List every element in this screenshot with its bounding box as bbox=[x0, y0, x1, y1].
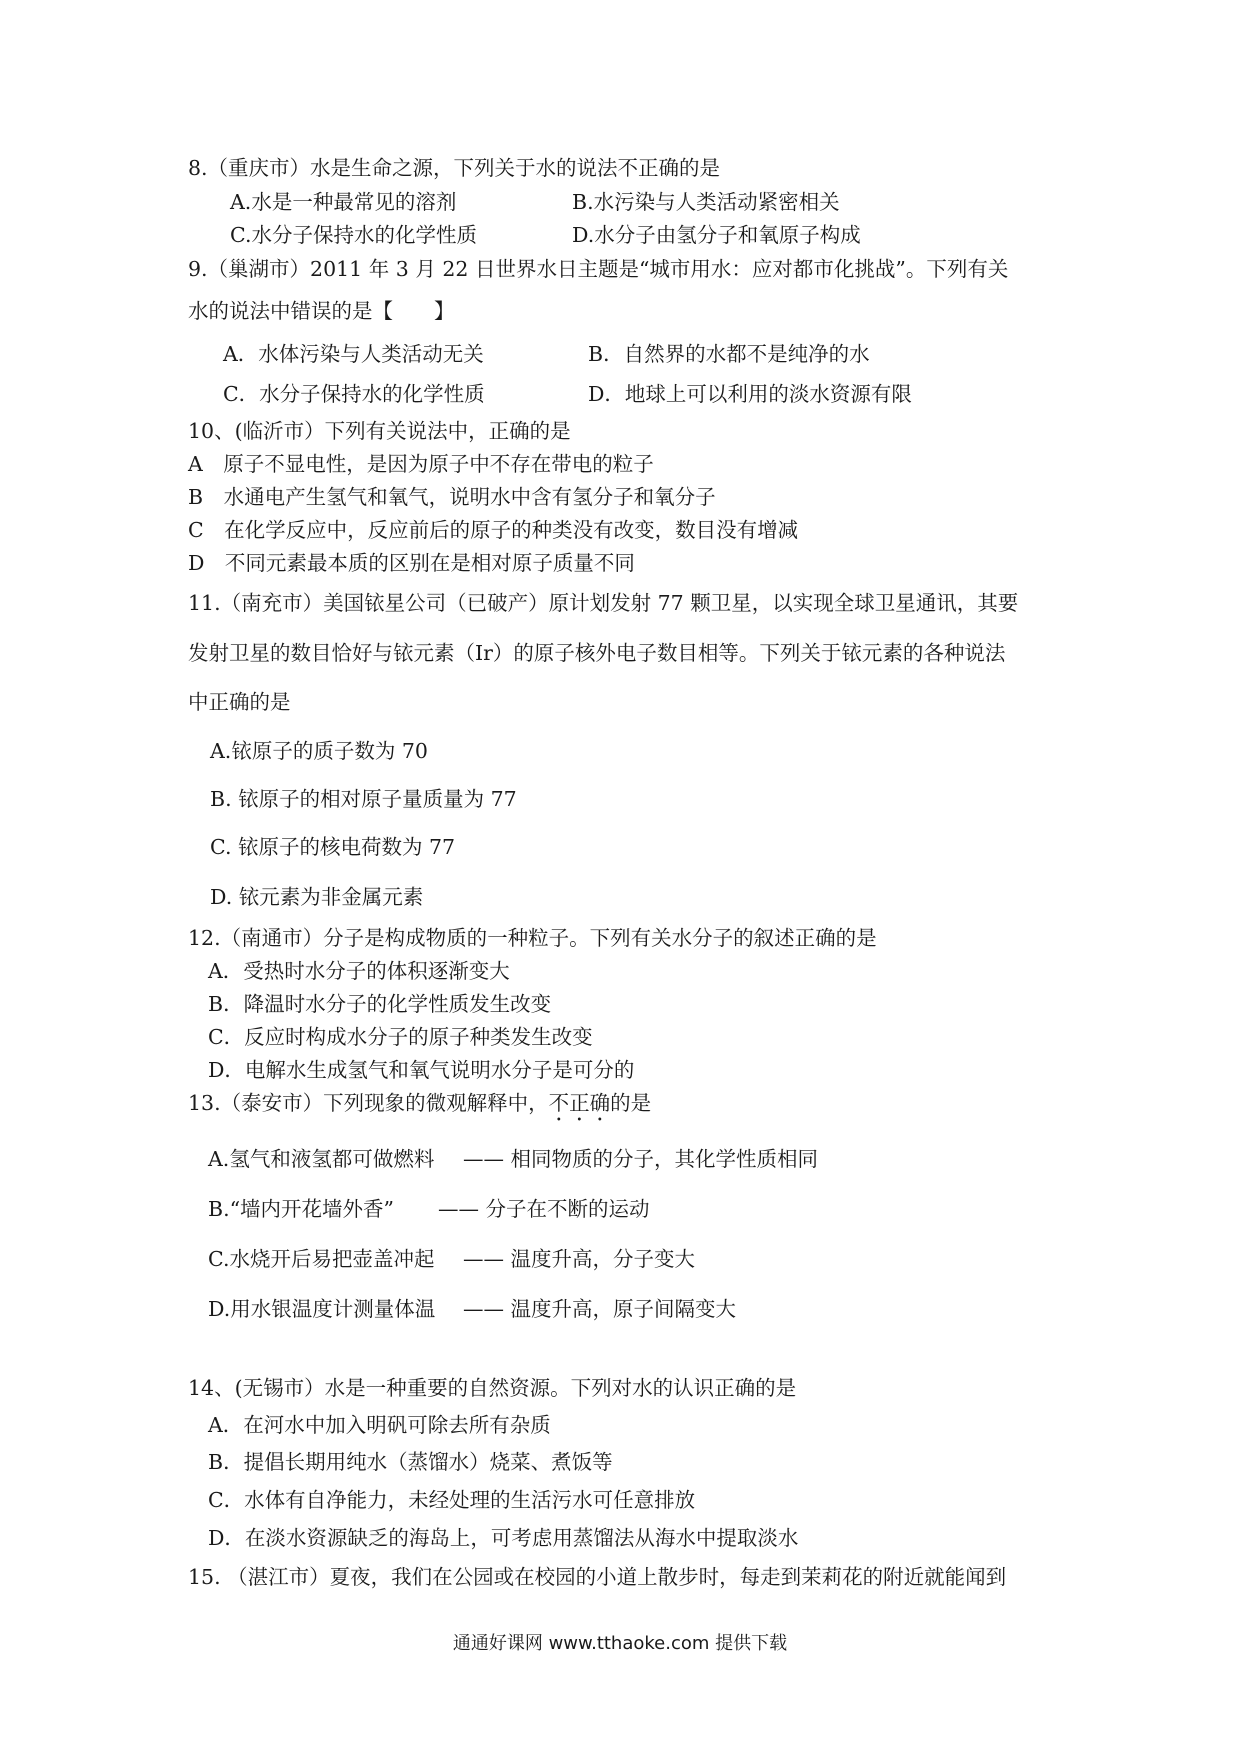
q10-option-b: B 水通电产生氢气和氧气，说明水中含有氢分子和氧分子 bbox=[188, 485, 716, 509]
q15-stem: 15. （湛江市）夏夜，我们在公园或在校园的小道上散步时，每走到茉莉花的附近就能闻到 bbox=[188, 1565, 1007, 1589]
q10-option-a: A 原子不显电性，是因为原子中不存在带电的粒子 bbox=[188, 452, 654, 476]
q12-option-b: B．降温时水分子的化学性质发生改变 bbox=[208, 992, 552, 1016]
q9-option-c: C．水分子保持水的化学性质 bbox=[223, 382, 485, 406]
q12-option-a: A．受热时水分子的体积逐渐变大 bbox=[208, 959, 510, 983]
q9-stem-line2: 水的说法中错误的是【 】 bbox=[188, 299, 455, 323]
q11-option-d: D. 铱元素为非金属元素 bbox=[210, 885, 424, 909]
q14-option-d: D．在淡水资源缺乏的海岛上，可考虑用蒸馏法从海水中提取淡水 bbox=[208, 1526, 799, 1550]
q13-option-a: A.氢气和液氢都可做燃料 bbox=[208, 1147, 435, 1171]
q13-option-c: C.水烧开后易把壶盖冲起 bbox=[208, 1247, 435, 1271]
q11-option-a: A.铱原子的质子数为 70 bbox=[210, 739, 428, 763]
q11-stem-line3: 中正确的是 bbox=[188, 690, 291, 714]
q13-option-b: B.“墙内开花墙外香” bbox=[208, 1197, 395, 1221]
q13-stem-emphasis: 不正确 bbox=[548, 1091, 611, 1115]
q13-stem-suffix: 的是 bbox=[610, 1091, 652, 1115]
q11-stem-line1: 11.（南充市）美国铱星公司（已破产）原计划发射 77 颗卫星，以实现全球卫星通讯，其要 bbox=[188, 591, 1019, 615]
q8-option-c: C.水分子保持水的化学性质 bbox=[230, 223, 477, 247]
q8-stem: 8.（重庆市）水是生命之源，下列关于水的说法不正确的是 bbox=[188, 156, 721, 180]
q12-stem: 12.（南通市）分子是构成物质的一种粒子。下列有关水分子的叙述正确的是 bbox=[188, 926, 877, 950]
q14-option-b: B．提倡长期用纯水（蒸馏水）烧菜、煮饭等 bbox=[208, 1450, 613, 1474]
q14-option-a: A．在河水中加入明矾可除去所有杂质 bbox=[208, 1413, 551, 1437]
q13-option-d-explanation: —— 温度升高，原子间隔变大 bbox=[463, 1297, 737, 1321]
q10-option-d: D 不同元素最本质的区别在是相对原子质量不同 bbox=[188, 551, 635, 575]
q12-option-c: C．反应时构成水分子的原子种类发生改变 bbox=[208, 1025, 593, 1049]
q13-option-a-explanation: —— 相同物质的分子，其化学性质相同 bbox=[463, 1147, 819, 1171]
q9-option-b: B．自然界的水都不是纯净的水 bbox=[588, 342, 870, 366]
q9-stem-line1: 9.（巢湖市）2011 年 3 月 22 日世界水日主题是“城市用水：应对都市化挑战”。下列有关 bbox=[188, 257, 1009, 281]
page-footer: 通通好课网 www.tthaoke.com 提供下载 bbox=[452, 1633, 788, 1654]
q13-stem-prefix: 13.（泰安市）下列现象的微观解释中， bbox=[188, 1091, 549, 1115]
q13-option-b-explanation: —— 分子在不断的运动 bbox=[438, 1197, 650, 1221]
q13-stem bbox=[188, 1090, 651, 1126]
q8-option-b: B.水污染与人类活动紧密相关 bbox=[572, 190, 840, 214]
q10-stem: 10、(临沂市）下列有关说法中，正确的是 bbox=[188, 419, 571, 443]
q9-option-a: A．水体污染与人类活动无关 bbox=[223, 342, 484, 366]
q11-option-b: B. 铱原子的相对原子量质量为 77 bbox=[210, 787, 517, 811]
q12-option-d: D．电解水生成氢气和氧气说明水分子是可分的 bbox=[208, 1058, 635, 1082]
q10-option-c: C 在化学反应中，反应前后的原子的种类没有改变，数目没有增减 bbox=[188, 518, 799, 542]
q11-stem-line2: 发射卫星的数目恰好与铱元素（Ir）的原子核外电子数目相等。下列关于铱元素的各种说法 bbox=[188, 641, 1006, 665]
q13-option-c-explanation: —— 温度升高，分子变大 bbox=[463, 1247, 696, 1271]
q8-option-a: A.水是一种最常见的溶剂 bbox=[230, 190, 457, 214]
q9-option-d: D．地球上可以利用的淡水资源有限 bbox=[588, 382, 912, 406]
q13-option-d: D.用水银温度计测量体温 bbox=[208, 1297, 436, 1321]
q14-stem: 14、(无锡市）水是一种重要的自然资源。下列对水的认识正确的是 bbox=[188, 1376, 797, 1400]
q11-option-c: C. 铱原子的核电荷数为 77 bbox=[210, 835, 456, 859]
q8-option-d: D.水分子由氢分子和氧原子构成 bbox=[572, 223, 861, 247]
q14-option-c: C．水体有自净能力，未经处理的生活污水可任意排放 bbox=[208, 1488, 696, 1512]
